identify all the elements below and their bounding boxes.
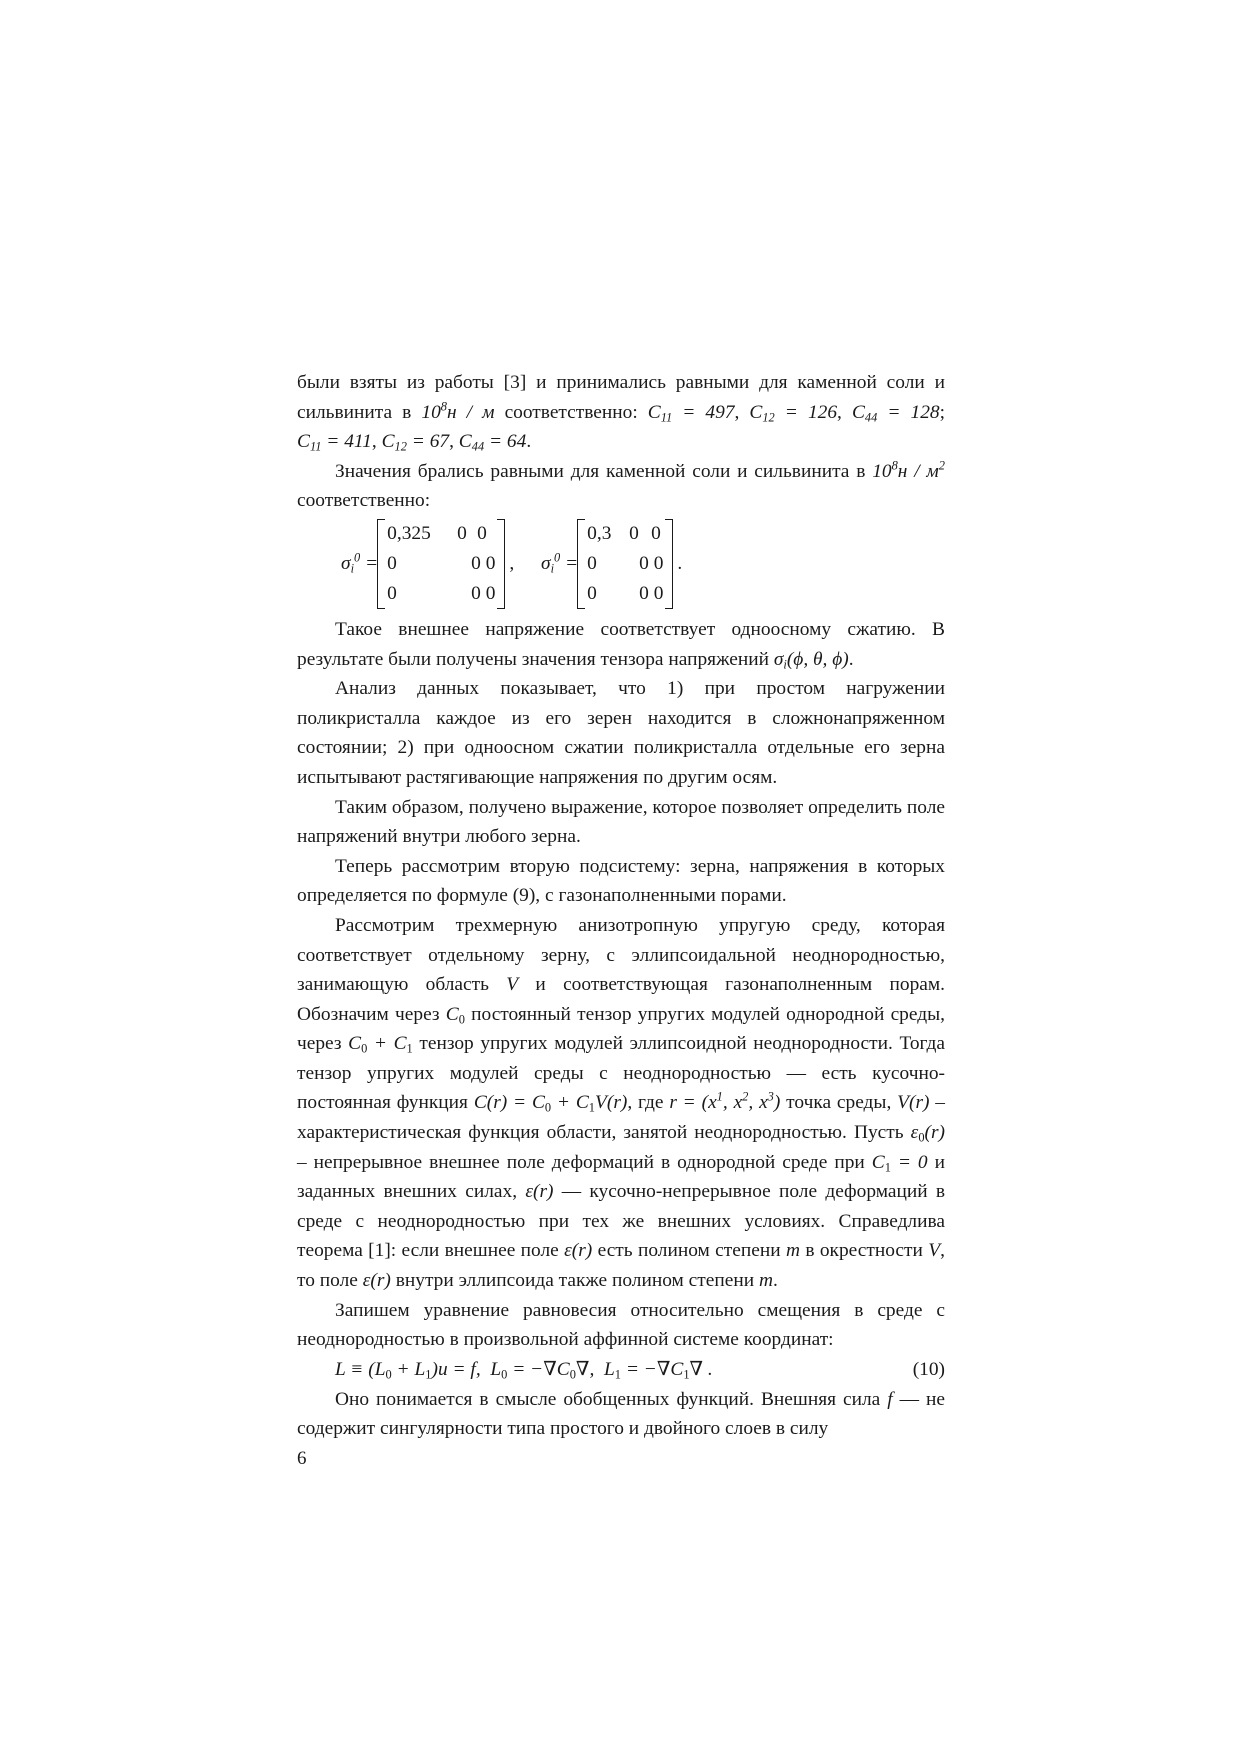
sylvinite-c11: $C_{11} = 411$: [297, 431, 372, 454]
rock-salt-c44: $C_{44} = 128$: [851, 401, 940, 425]
body-text: [297, 368, 945, 1444]
stress-matrices: [297, 519, 945, 609]
paragraph-medium: Рассмотрим трехмерную анизотропную упругую среду, которая соответствует отдельному зерну, с эллипсоидальной неоднородностью, занимающую область V и соответствующая газонаполненным порам. Обозначим через $C_0$ постоянный тензор упругих модулей однородной среды, через $C_0 + C_1$ тензор упругих модулей эллипсоидной неоднородности. Тогда тензор упругих модулей среды с неоднородностью — есть кусочно-постоянная функция $C(r) = C_0 + C_1V(r)$, где $r = (x^1$, $x^2$, $x^3$) точка среды, V(r) – характеристическая функция области, занятой неоднородностью. Пусть $\varepsilon_0(r)$ – непрерывное внешнее поле деформаций в однородной среде при $C_1 = 0$ и заданных внешних силах, ε(r) — кусочно-непрерывное поле деформаций в среде с неоднородностью при тех же внешних условиях. Справедлива теорема [1]: если внешнее поле ε(r) есть полином степени m в окрестности V, то поле ε(r) внутри эллипсоида также полином степени m.: [297, 914, 945, 1292]
page-number: 6: [297, 1448, 307, 1469]
unit-formula: $10^8н$ / м: [421, 398, 495, 423]
paragraph-values: Значения брались равными для каменной соли и сильвинита в $10^8н / м^2$ соответственно:: [297, 458, 945, 512]
sylvinite-c44: $C_{44} = 64$: [458, 431, 527, 454]
paragraph-conclusion: Таким образом, получено выражение, которое позволяет определить поле напряжений внутри любого зерна.: [297, 796, 945, 848]
matrix-sylvinite: $\sigma_i^0$ = 0,3 0 0 0 0 0 0 0 0 .: [541, 519, 682, 609]
paragraph-equilibrium: Запишем уравнение равновесия относительно смещения в среде с неоднородностью в произвольной аффинной системе координат:: [297, 1299, 945, 1351]
paragraph-generalized: Оно понимается в смысле обобщенных функций. Внешняя сила f — не содержит сингулярности типа простого и двойного слоев в силу: [297, 1388, 945, 1440]
unit-formula-2: $10^8н / м^2$: [872, 458, 945, 482]
paragraph-constants: были взяты из работы [3] и принимались равными для каменной соли и сильвинита в $10^8н$ / м соответственно: $C_{11} = 497$, $C_{12} = 126$, $C_{44} = 128$; $C_{11} = 411$, $C_{12} = 67$, $C_{44} = 64$.: [297, 372, 945, 454]
equation-number: (10): [912, 1358, 945, 1380]
rock-salt-c12: $C_{12} = 126$: [749, 401, 838, 425]
rock-salt-c11: $C_{11} = 497$: [647, 401, 735, 425]
paragraph-subsystem: Теперь рассмотрим вторую подсистему: зерна, напряжения в которых определяется по формуле (9), с газонаполненными порами.: [297, 855, 945, 907]
paragraph-uniaxial: Такое внешнее напряжение соответствует одноосному сжатию. В результате были получены значения тензора напряжений $\sigma_i(\phi$, θ, ϕ).: [297, 618, 945, 672]
paragraph-analysis: Анализ данных показывает, что 1) при простом нагружении поликристалла каждое из его зерен находится в сложнонапряженном состоянии; 2) при одноосном сжатии поликристалла отдельные его зерна испытывают растягивающие напряжения по другим осям.: [297, 678, 945, 788]
matrix-rock-salt: $\sigma_i^0$ = 0,325 0 0 0 0 0 0 0 0 ,: [341, 519, 514, 609]
sylvinite-c12: $C_{12} = 67$: [381, 431, 450, 454]
stress-tensor-formula: $\sigma_i(\phi$, θ, ϕ): [773, 648, 849, 672]
equation-10: $L \equiv (L_0 + L_1)u = f$, $L_0 = -\nabla C_0\nabla$, $L_1 = -\nabla C_1\nabla$ . (10): [297, 1355, 945, 1385]
